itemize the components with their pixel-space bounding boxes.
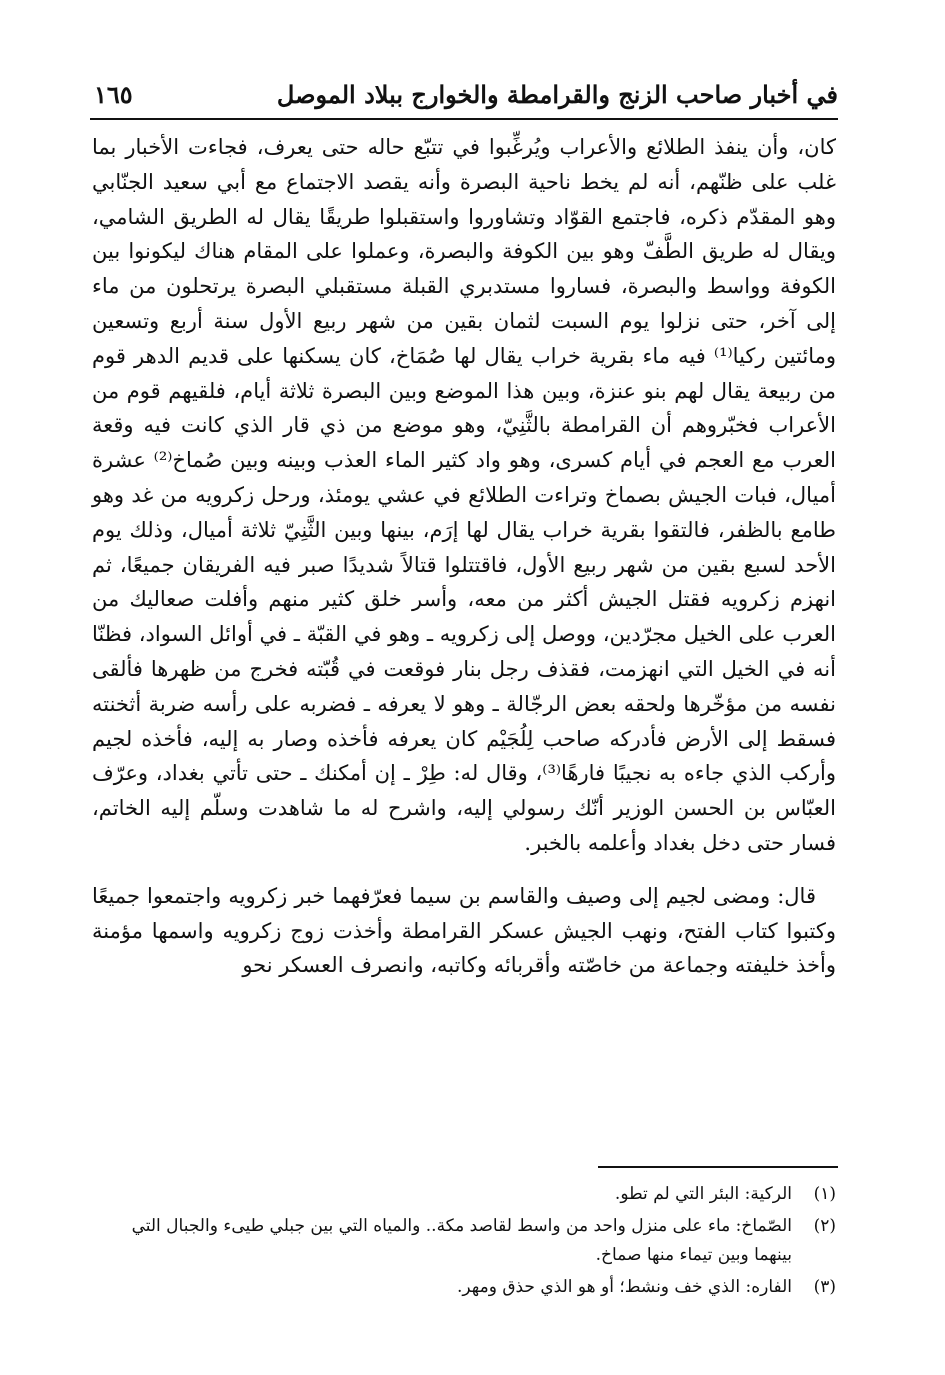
paragraph-2: قال: ومضى لجيم إلى وصيف والقاسم بن سيما فعرّفهما خبر زكرويه واجتمعوا جميعًا وكتبوا كتاب الفتح، ونهب الجيش عسكر القرامطة وأخذت زوج زكرويه واسمها مؤمنة وأخذ خليفته وجماعة من خاصّته وأقربائه وكاتبه، وانصرف العسكر نحو <box>92 883 836 978</box>
page-header <box>90 80 838 116</box>
paragraph-1: كان، وأن ينفذ الطلائع والأعراب ويُرغِّبوا في تتبّع حاله حتى يعرف، فجاءت الأخبار بما غلب على ظنّهم، أنه لم يخط ناحية البصرة وأنه يقصد الاجتماع مع أبي سعيد الجنّابي وهو المقدّم ذكره، فاجتمع القوّاد وتشاوروا واستقبلوا طريقًا يقال له الطريق الشامي، ويقال له طريق الطَّفّ وهو بين الكوفة والبصرة، وعملوا على المقام هناك ليكونوا بين الكوفة وواسط والبصرة، فساروا مستدبري القبلة مستقبلي البصرة يرتحلون من ماء إلى آخر، حتى نزلوا يوم السبت لثمان بقين من شهر ربيع الأول سنة أربع وتسعين ومائتين ركيا⁽¹⁾ فيه ماء بقرية خراب يقال لها صُمَاخ، كان يسكنها على قديم الدهر قوم من ربيعة يقال لهم بنو عنزة، وبين هذا الموضع وبين البصرة ثلاثة أيام، فلقيهم قوم من الأعراب فخبّروهم أن القرامطة بالثَّنِيّ، وهو موضع من ذي قار الذي كانت فيه وقعة العرب مع العجم في أيام كسرى، وهو واد كثير الماء العذب وبينه وبين صُماخ⁽²⁾ عشرة أميال، فبات الجيش بصماخ وتراءت الطلائع في عشي يومئذ، ورحل زكرويه من غد وهو طامع بالظفر، فالتقوا بقرية خراب يقال لها إرَم، بينها وبين الثَّنِيّ ثلاثة أميال، وذلك يوم الأحد لسبع بقين من شهر ربيع الأول، فاقتتلوا قتالاً شديدًا صبر فيه الفريقان جميعًا، ثم انهزم زكرويه فقتل الجيش أكثر من معه، وأسر خلق كثير منهم وأفلت صعاليك من العرب على الخيل مجرّدين، ووصل إلى زكرويه ـ وهو في القبّة ـ في أوائل السواد، فظنّا أنه في الخيل التي انهزمت، فقذف رجل بنار فوقعت في قُبّته فخرج من ظهرها فألقى نفسه من مؤخّرها ولحقه بعض الرجّالة ـ وهو لا يعرفه ـ فضربه على رأسه ضربة أثخنته فسقط إلى الأرض فأدركه صاحب لِلُجَيْم كان يعرفه فأخذه وصار به إليه، فأخذه لجيم وأركب الذي جاءه به نجيبًا فارهًا⁽³⁾، وقال له: طِرْ ـ إن أمكنك ـ حتى تأتي بغداد، وعرّف العبّاس بن الحسن الوزير أنّك رسولي إليه، واشرح له ما شاهدت وسلّم إليه الخاتم، فسار حتى دخل بغداد وأعلمه بالخبر. <box>92 135 837 855</box>
footnote-rule <box>598 1166 838 1168</box>
footnote-text: الركية: البئر التي لم تطو. <box>614 1184 792 1204</box>
footnote-number: (١) <box>813 1184 836 1204</box>
footnote-number: (٢) <box>813 1216 836 1236</box>
main-text <box>92 130 836 983</box>
footnote-text: الفاره: الذي خف ونشط؛ أو هو الذي حذق ومهر. <box>456 1277 792 1297</box>
footnote-text: الصّماخ: ماء على منزل واحد من واسط لقاصد مكة.. والمياه التي بين جبلي طيىء والجبال التي بينهما وبين تيماء منها صماخ. <box>131 1216 792 1265</box>
footnote-number: (٣) <box>813 1277 836 1297</box>
header-rule <box>90 118 838 120</box>
footnote-3 <box>92 1273 836 1302</box>
footnote-1 <box>92 1180 836 1209</box>
footnotes <box>92 1180 836 1305</box>
footnote-2 <box>92 1212 836 1270</box>
page-number: ١٦٥ <box>94 80 133 109</box>
running-title: في أخبار صاحب الزنج والقرامطة والخوارج ببلاد الموصل <box>276 80 838 109</box>
